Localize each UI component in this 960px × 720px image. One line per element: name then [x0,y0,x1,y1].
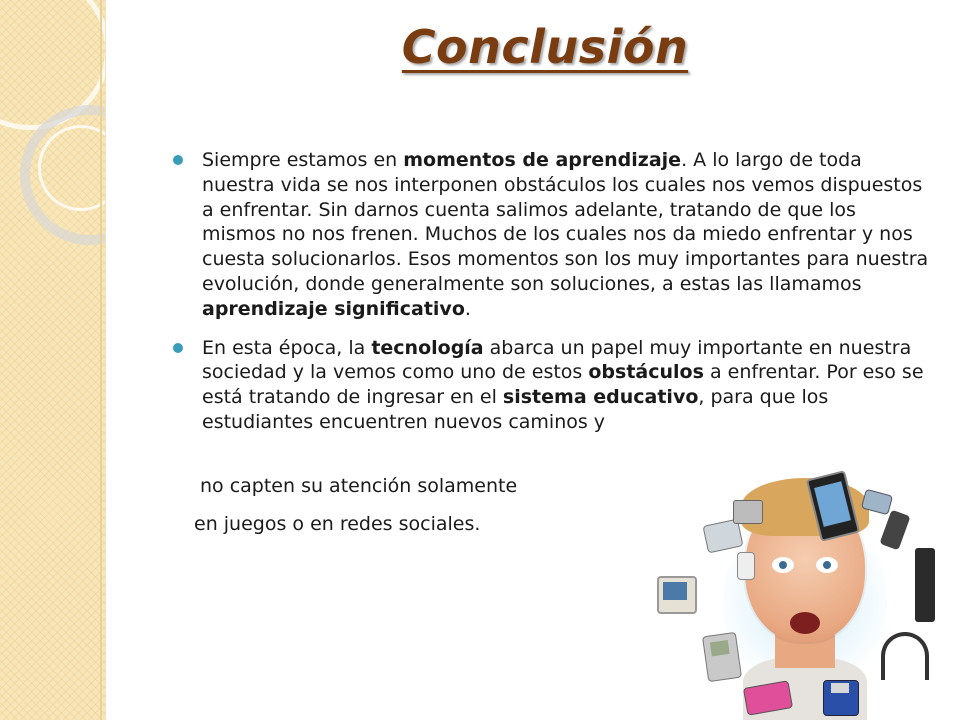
man-left-eye [772,557,794,573]
pda-icon [879,510,910,551]
bullet-paragraph-2 [166,336,934,435]
text-run: abarca un papel muy importante en nuestra sociedad y la vemos como uno de estos [202,336,912,384]
man-open-mouth [790,612,820,634]
handheld-game-console-icon [702,632,742,682]
headphones-icon [881,632,929,680]
brick-phone-icon [915,548,935,622]
bullet-dot [173,155,183,165]
bold-phrase: momentos de aprendizaje [403,149,682,171]
band-edge-line [100,0,102,720]
illustration-surprised-man-with-gadgets [645,462,957,720]
text-run: . [464,297,471,320]
decorative-side-band [0,0,106,720]
text-run: . A lo largo de toda nuestra vida se nos interponen obstáculos los cuales nos vemos dispuestos a enfrentar. Sin darnos cuenta salimos adelante, tratando de que los mismos no nos frenen. Muchos de los cuales nos da miedo enfrentar y nos cuesta solucionarlos. Esos momentos son los muy importantes para nuestra evolución, donde generalmente son soluciones, a estas las llamamos [202,149,929,295]
continuation-line-1: no capten su atención solamente [200,475,518,497]
man-right-eye [816,557,838,573]
text-run: a enfrentar. Por eso se está tratando de ingresar en el [202,361,924,409]
paragraph-1-text [202,149,928,320]
band-edge-line [105,0,106,720]
desktop-computer-icon [657,576,697,614]
bold-phrase: aprendizaje significativo [202,297,465,320]
floppy-disk-icon [823,680,859,716]
text-run: Siempre estamos en [202,149,404,171]
slide-body [166,148,934,435]
mp3-player-icon [737,552,755,580]
bold-phrase: sistema educativo [502,386,699,409]
bullet-dot [173,343,183,353]
text-run: , para que los estudiantes encuentren nuevos caminos y [202,386,829,433]
paragraph-2-text [202,337,924,433]
bold-phrase: obstáculos [588,361,704,384]
camera-icon [733,500,763,524]
slide-title: Conclusión [401,20,689,74]
continuation-line-2: en juegos o en redes sociales. [194,513,481,535]
text-run: En esta época, la [202,336,372,359]
bold-phrase: tecnología [371,336,484,359]
bullet-paragraph-1 [166,148,934,322]
